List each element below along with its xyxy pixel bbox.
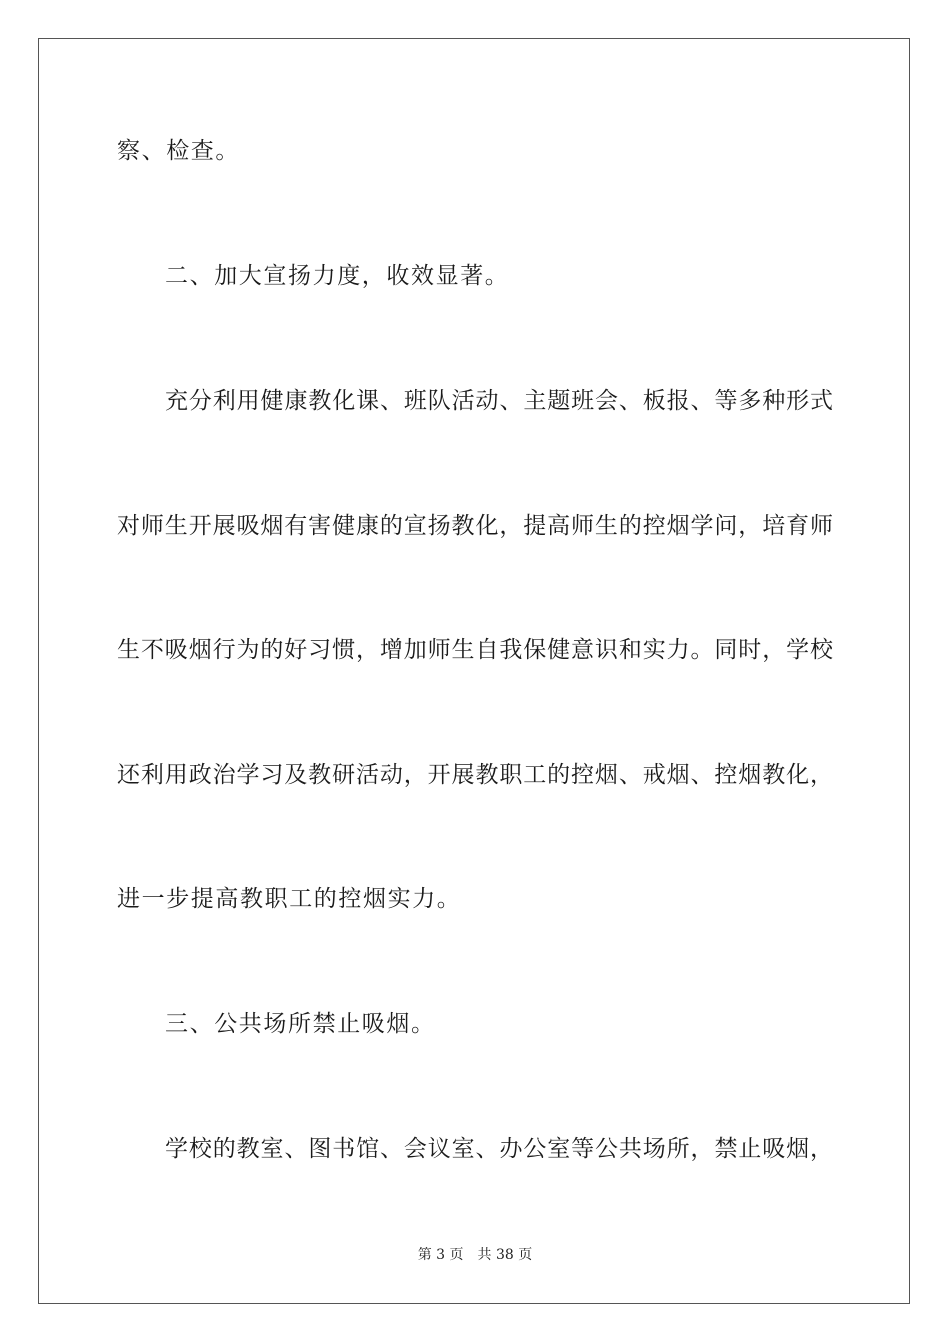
paragraph-line-3: 生不吸烟行为的好习惯，增加师生自我保健意识和实力。同时，学校	[117, 637, 833, 663]
page-number: 第 3 页	[417, 1247, 464, 1263]
total-pages: 共 38 页	[477, 1247, 533, 1263]
section-heading-2: 二、加大宣扬力度，收效显著。	[165, 263, 510, 289]
page-footer	[0, 1246, 950, 1264]
paragraph-line-6: 学校的教室、图书馆、会议室、办公室等公共场所，禁止吸烟，	[165, 1136, 833, 1162]
paragraph-line-4: 还利用政治学习及教研活动，开展教职工的控烟、戒烟、控烟教化，	[117, 762, 833, 788]
paragraph-line-5: 进一步提高教职工的控烟实力。	[117, 886, 462, 912]
body-text-line-1: 察、检查。	[117, 138, 240, 164]
page-border	[38, 38, 910, 1304]
section-heading-3: 三、公共场所禁止吸烟。	[165, 1011, 436, 1037]
paragraph-line-2: 对师生开展吸烟有害健康的宣扬教化，提高师生的控烟学问，培育师	[117, 513, 833, 539]
paragraph-line-1: 充分利用健康教化课、班队活动、主题班会、板报、等多种形式	[165, 388, 833, 414]
